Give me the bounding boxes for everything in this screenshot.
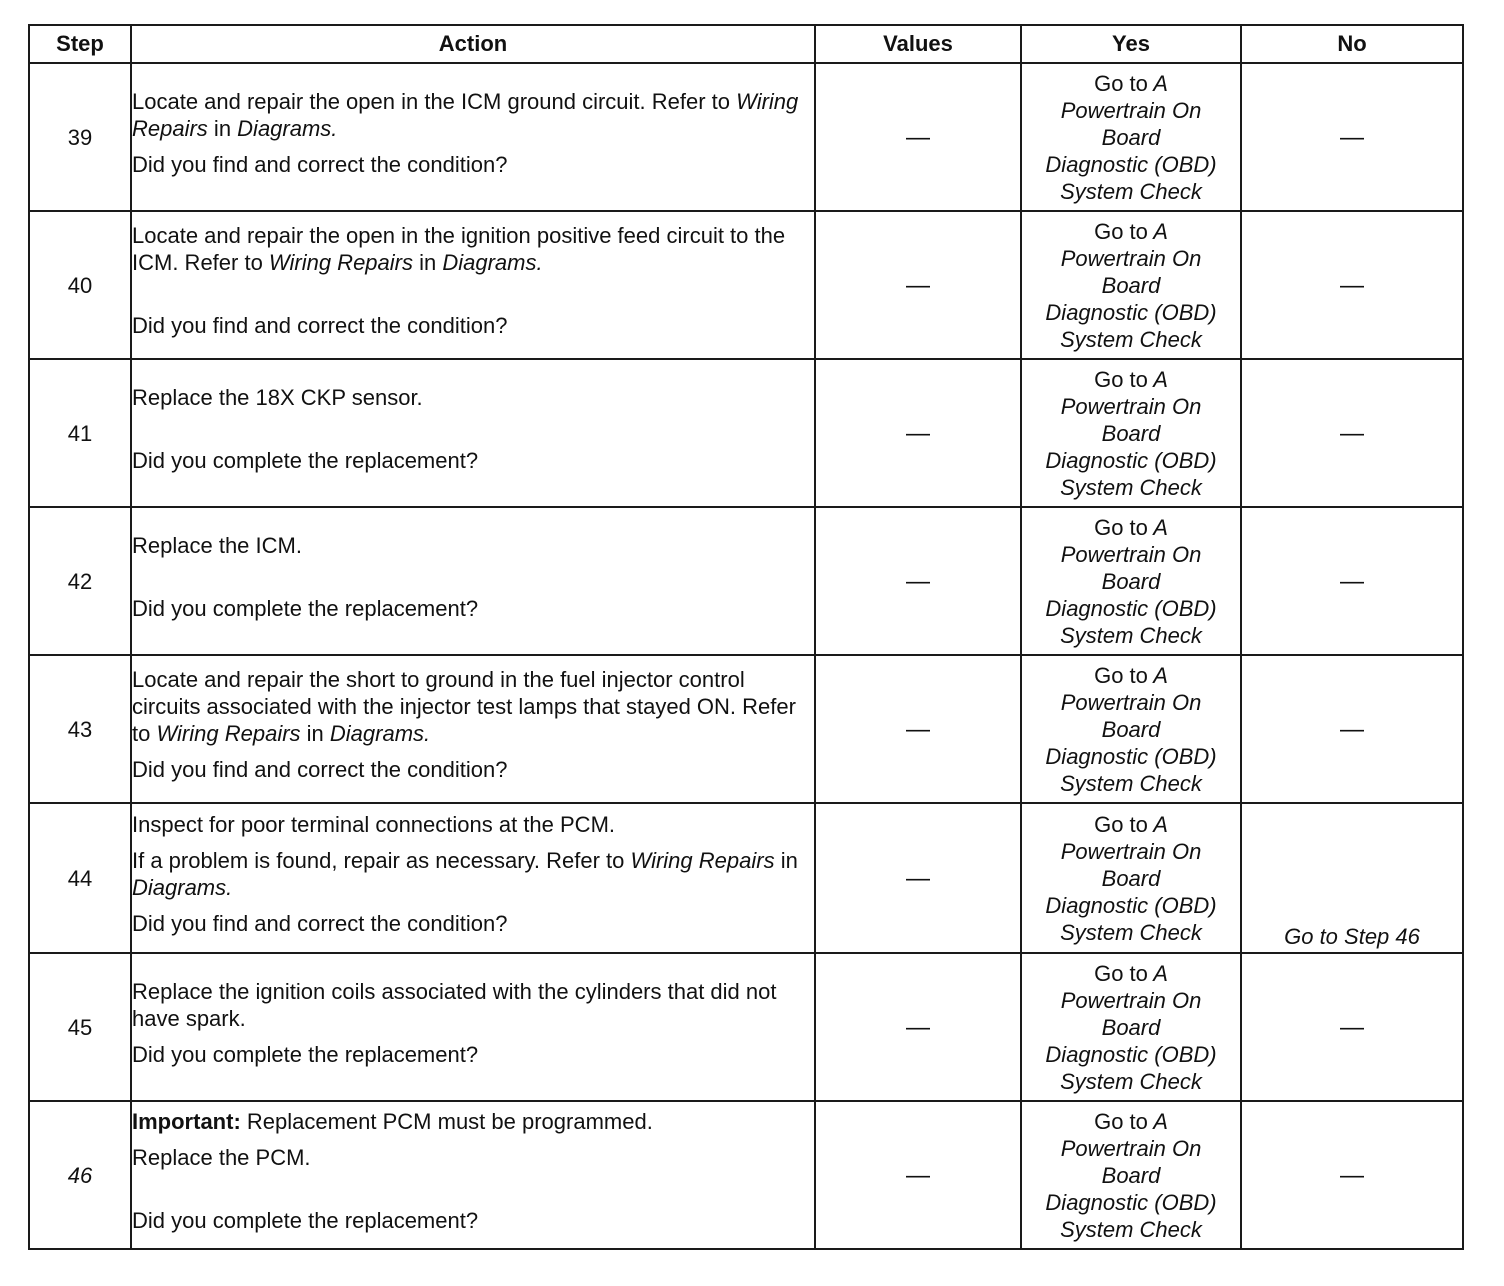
values-cell: — — [815, 211, 1021, 359]
values-cell: — — [815, 1101, 1021, 1249]
action-cell — [131, 63, 815, 211]
action-text: Replace the PCM. — [132, 1144, 311, 1170]
no-cell: — — [1241, 953, 1463, 1101]
header-no: No — [1241, 25, 1463, 63]
no-cell: — — [1241, 655, 1463, 803]
no-cell: — — [1241, 1101, 1463, 1249]
action-text: Inspect for poor terminal connections at the PCM. — [132, 811, 616, 837]
step-number: 41 — [29, 359, 131, 507]
yes-cell: Go to A Powertrain On Board Diagnostic (OBD) System Check — [1021, 655, 1241, 803]
action-text: Replace the ICM. — [132, 532, 302, 558]
no-cell: — — [1241, 211, 1463, 359]
yes-cell: Go to A Powertrain On Board Diagnostic (OBD) System Check — [1021, 953, 1241, 1101]
table-row — [29, 63, 1463, 211]
values-cell: — — [815, 507, 1021, 655]
action-cell — [131, 953, 815, 1101]
yes-cell: Go to A Powertrain On Board Diagnostic (OBD) System Check — [1021, 211, 1241, 359]
yes-cell: Go to A Powertrain On Board Diagnostic (OBD) System Check — [1021, 803, 1241, 953]
table-row — [29, 803, 1463, 953]
diagnostic-table — [28, 24, 1464, 1250]
action-cell — [131, 359, 815, 507]
action-question: Did you complete the replacement? — [132, 595, 479, 621]
step-number: 45 — [29, 953, 131, 1101]
action-question: Did you find and correct the condition? — [132, 757, 508, 782]
table-row — [29, 1101, 1463, 1249]
action-cell — [131, 803, 815, 953]
values-cell: — — [815, 803, 1021, 953]
action-text: Locate and repair the open in the ignition positive feed circuit to the ICM. Refer to Wiring Repairs in Diagrams. — [132, 223, 786, 275]
action-text: Replace the 18X CKP sensor. — [132, 384, 423, 410]
table-row — [29, 507, 1463, 655]
action-cell — [131, 211, 815, 359]
yes-cell: Go to A Powertrain On Board Diagnostic (OBD) System Check — [1021, 507, 1241, 655]
header-row — [29, 25, 1463, 63]
action-text: Locate and repair the short to ground in the fuel injector control circuits associated with the injector test lamps that stayed ON. Refer to Wiring Repairs in Diagrams. — [132, 667, 796, 746]
table-row — [29, 655, 1463, 803]
important-note: Important: Replacement PCM must be programmed. — [132, 1108, 653, 1134]
step-number: 43 — [29, 655, 131, 803]
action-text: Replace the ignition coils associated with the cylinders that did not have spark. — [132, 978, 777, 1031]
header-values: Values — [815, 25, 1021, 63]
step-number: 40 — [29, 211, 131, 359]
yes-cell: Go to A Powertrain On Board Diagnostic (OBD) System Check — [1021, 63, 1241, 211]
action-question: Did you find and correct the condition? — [132, 313, 508, 338]
step-number: 44 — [29, 803, 131, 953]
step-number: 42 — [29, 507, 131, 655]
step-number: 46 — [29, 1101, 131, 1249]
yes-cell: Go to A Powertrain On Board Diagnostic (OBD) System Check — [1021, 359, 1241, 507]
action-question: Did you find and correct the condition? — [132, 151, 508, 177]
action-question: Did you complete the replacement? — [132, 1207, 479, 1233]
table-row — [29, 953, 1463, 1101]
no-cell: Go to Step 46 — [1241, 803, 1463, 953]
action-question: Did you complete the replacement? — [132, 1041, 479, 1067]
action-question: Did you complete the replacement? — [132, 447, 479, 473]
values-cell: — — [815, 359, 1021, 507]
action-cell — [131, 655, 815, 803]
no-cell: — — [1241, 507, 1463, 655]
values-cell: — — [815, 953, 1021, 1101]
action-text: If a problem is found, repair as necessary. Refer to Wiring Repairs in Diagrams. — [132, 847, 798, 900]
header-yes: Yes — [1021, 25, 1241, 63]
action-cell — [131, 1101, 815, 1249]
step-number: 39 — [29, 63, 131, 211]
no-cell: — — [1241, 359, 1463, 507]
action-question: Did you find and correct the condition? — [132, 910, 508, 936]
header-action: Action — [131, 25, 815, 63]
table-row — [29, 211, 1463, 359]
no-cell: — — [1241, 63, 1463, 211]
table-row — [29, 359, 1463, 507]
header-step: Step — [29, 25, 131, 63]
yes-cell: Go to A Powertrain On Board Diagnostic (OBD) System Check — [1021, 1101, 1241, 1249]
action-cell — [131, 507, 815, 655]
values-cell: — — [815, 655, 1021, 803]
values-cell: — — [815, 63, 1021, 211]
action-text: Locate and repair the open in the ICM ground circuit. Refer to Wiring Repairs in Diagrams. — [132, 88, 799, 141]
